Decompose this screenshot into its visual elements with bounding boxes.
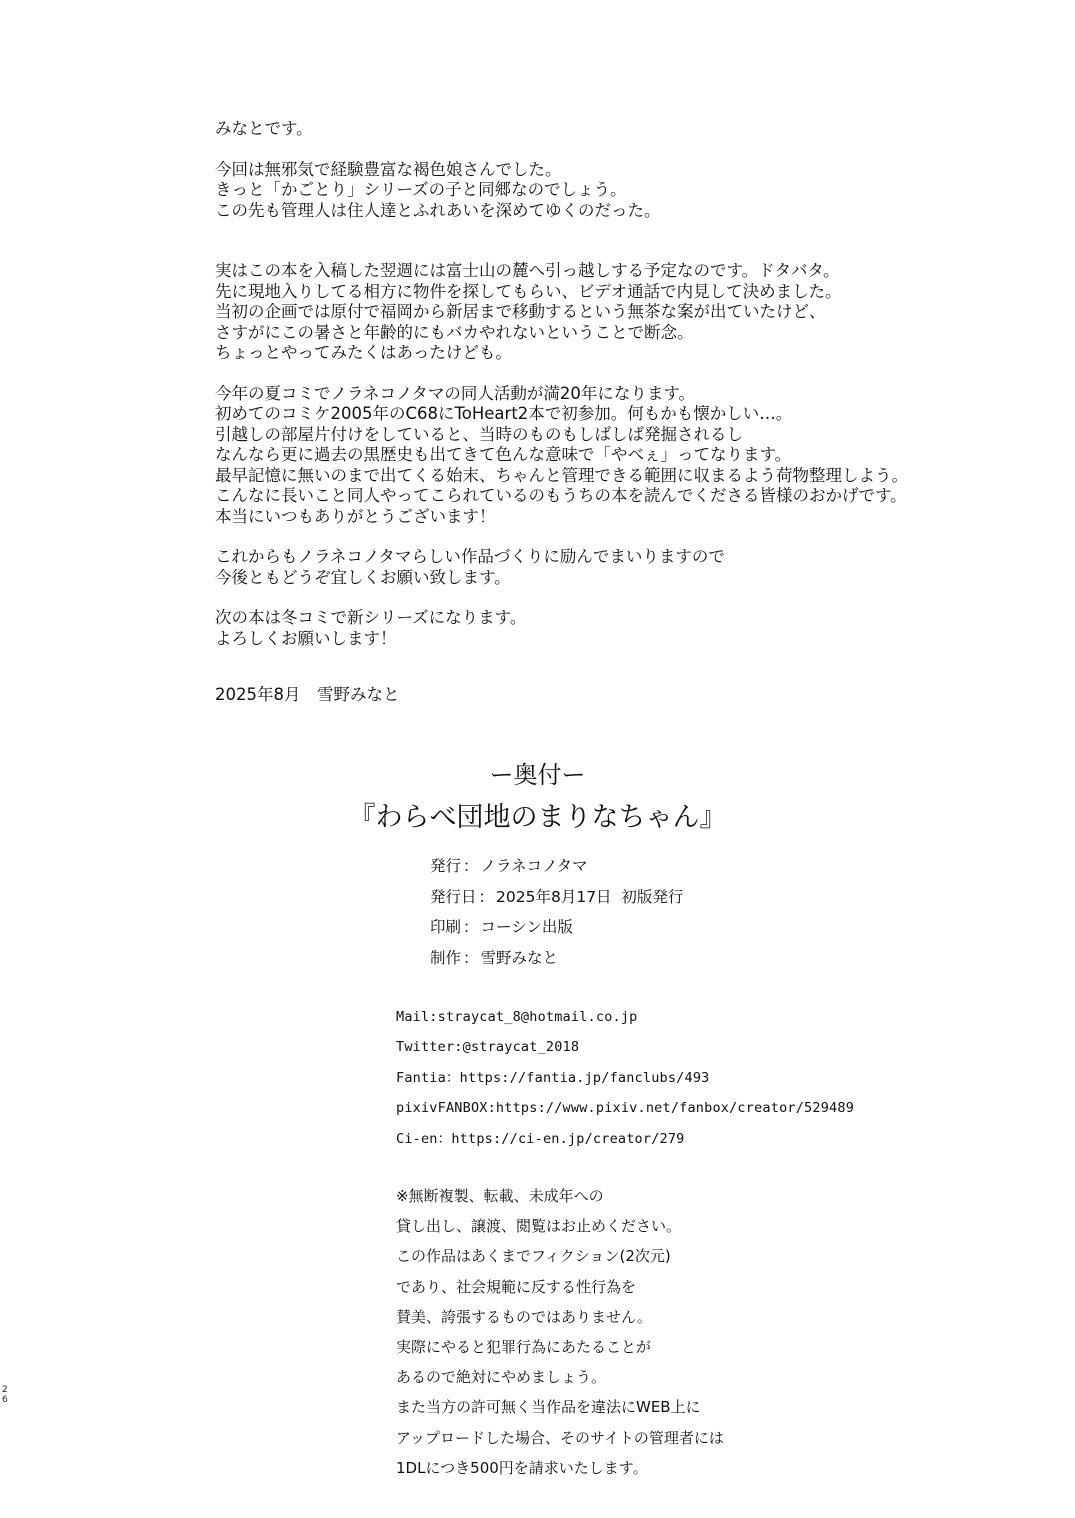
- notice-line: 1DLにつき500円を請求いたします。: [396, 1458, 648, 1477]
- afterword-paragraph-5: [215, 608, 1035, 649]
- page-number: 26: [2, 1385, 8, 1405]
- info-value: 2025年8月17日 初版発行: [496, 887, 684, 906]
- notice-line: あるので絶対にやめましょう。: [396, 1368, 607, 1387]
- text-line: 次の本は冬コミで新シリーズになります。: [215, 608, 527, 627]
- info-row-printer: [430, 912, 683, 943]
- afterword-paragraph-4: [215, 547, 1035, 588]
- info-row-publish-date: [430, 882, 683, 913]
- text-line: こんなに長いこと同人やってこられているのもうちの本を読んでくださる皆様のおかげです。: [215, 486, 907, 505]
- text-line: 先に現地入りしてる相方に物件を探してもらい、ビデオ通話で内見して決めました。: [215, 281, 842, 301]
- afterword-paragraph-1: [215, 160, 1035, 222]
- text-line: 最早記憶に無いのまで出てくる始末、ちゃんと管理できる範囲に収まるよう荷物整理しよう。: [215, 465, 908, 485]
- contact-mail: Mail:straycat_8@hotmail.co.jp: [396, 1009, 638, 1025]
- text-line: 当初の企画では原付で福岡から新居まで移動するという無茶な案が出ていたけど、: [215, 302, 826, 321]
- contact-pixiv-fanbox: pixivFANBOX:https://www.pixiv.net/fanbox/creator/529489: [396, 1100, 855, 1117]
- text-line: なんなら更に過去の黒歴史も出てきて色んな意味で「やべぇ」ってなります。: [215, 445, 792, 464]
- afterword-paragraph-2: [215, 261, 1035, 364]
- text-line: きっと「かごとり」シリーズの子と同郷なのでしょう。: [215, 180, 627, 199]
- notice-line: 実際にやると犯罪行為にあたることが: [396, 1338, 652, 1357]
- notice-line: ※無断複製、転載、未成年への: [396, 1187, 604, 1205]
- contact-twitter: Twitter:@straycat_2018: [396, 1039, 580, 1056]
- afterword-paragraph-3: [215, 384, 1035, 528]
- colophon-heading: ー奥付ー: [489, 761, 586, 789]
- text-line: 本当にいつもありがとうございます！: [215, 506, 496, 526]
- text-line: ちょっとやってみたくはあったけども。: [215, 343, 512, 362]
- notice-line: また当方の許可無く当作品を違法にWEB上に: [396, 1398, 701, 1417]
- text-line: 実はこの本を入稿した翌週には富士山の麓へ引っ越しする予定なのです。ドタバタ。: [215, 261, 840, 280]
- info-label: 発行日: [430, 887, 477, 906]
- afterword-section: [215, 119, 1035, 706]
- info-label: 印刷: [430, 918, 462, 936]
- info-row-publisher: [430, 851, 683, 882]
- info-value: 雪野みなと: [480, 948, 559, 967]
- info-row-author: [430, 943, 683, 974]
- text-line: 今年の夏コミでノラネコノタマの同人活動が満20年になります。: [215, 383, 696, 403]
- info-value: コーシン出版: [480, 918, 573, 936]
- text-line: よろしくお願いします！: [215, 628, 397, 648]
- book-title: 『わらべ団地のまりなちゃん』: [348, 802, 727, 833]
- info-label: 発行: [430, 857, 462, 875]
- info-separator: ：: [478, 887, 495, 906]
- copyright-notice: [396, 1181, 724, 1483]
- signature-text: 2025年8月 雪野みなと: [215, 685, 400, 704]
- info-separator: ：: [463, 857, 479, 875]
- info-separator: ：: [463, 918, 479, 936]
- info-separator: ：: [463, 948, 479, 967]
- notice-line: アップロードした場合、そのサイトの管理者には: [396, 1428, 724, 1447]
- notice-line: であり、社会規範に反する性行為を: [396, 1277, 637, 1296]
- text-line: これからもノラネコノタマらしい作品づくりに励んでまいりますので: [215, 547, 725, 566]
- info-value: ノラネコノタマ: [480, 857, 588, 875]
- text-line: 引越しの部屋片付けをしていると、当時のものもしばしば発掘されるし: [215, 424, 743, 444]
- info-label: 制作: [430, 948, 462, 967]
- afterword-greeting: [215, 119, 1035, 140]
- text-line: この先も管理人は住人達とふれあいを深めてゆくのだった。: [215, 200, 661, 220]
- text-line: 初めてのコミケ2005年のC68にToHeart2本で初参加。何もかも懐かしい…。: [215, 404, 793, 423]
- notice-line: 貸し出し、譲渡、閲覧はお止めください。: [396, 1217, 682, 1236]
- text-line: さすがにこの暑さと年齢的にもバカやれないということで断念。: [215, 322, 694, 342]
- text-line: 今回は無邪気で経験豊富な褐色娘さんでした。: [215, 159, 562, 179]
- notice-line: 賛美、誇張するものではありません。: [396, 1307, 652, 1326]
- afterword-signature: [215, 685, 1035, 706]
- contact-ci-en: Ci-en：https://ci-en.jp/creator/279: [396, 1130, 685, 1147]
- contact-fantia: Fantia：https://fantia.jp/fanclubs/493: [396, 1069, 710, 1086]
- notice-line: この作品はあくまでフィクション(2次元): [396, 1247, 671, 1266]
- contact-list: [396, 1002, 854, 1154]
- text-line: みなとです。: [215, 119, 313, 138]
- colophon-info: [430, 851, 683, 973]
- text-line: 今後ともどうぞ宜しくお願い致します。: [215, 567, 511, 587]
